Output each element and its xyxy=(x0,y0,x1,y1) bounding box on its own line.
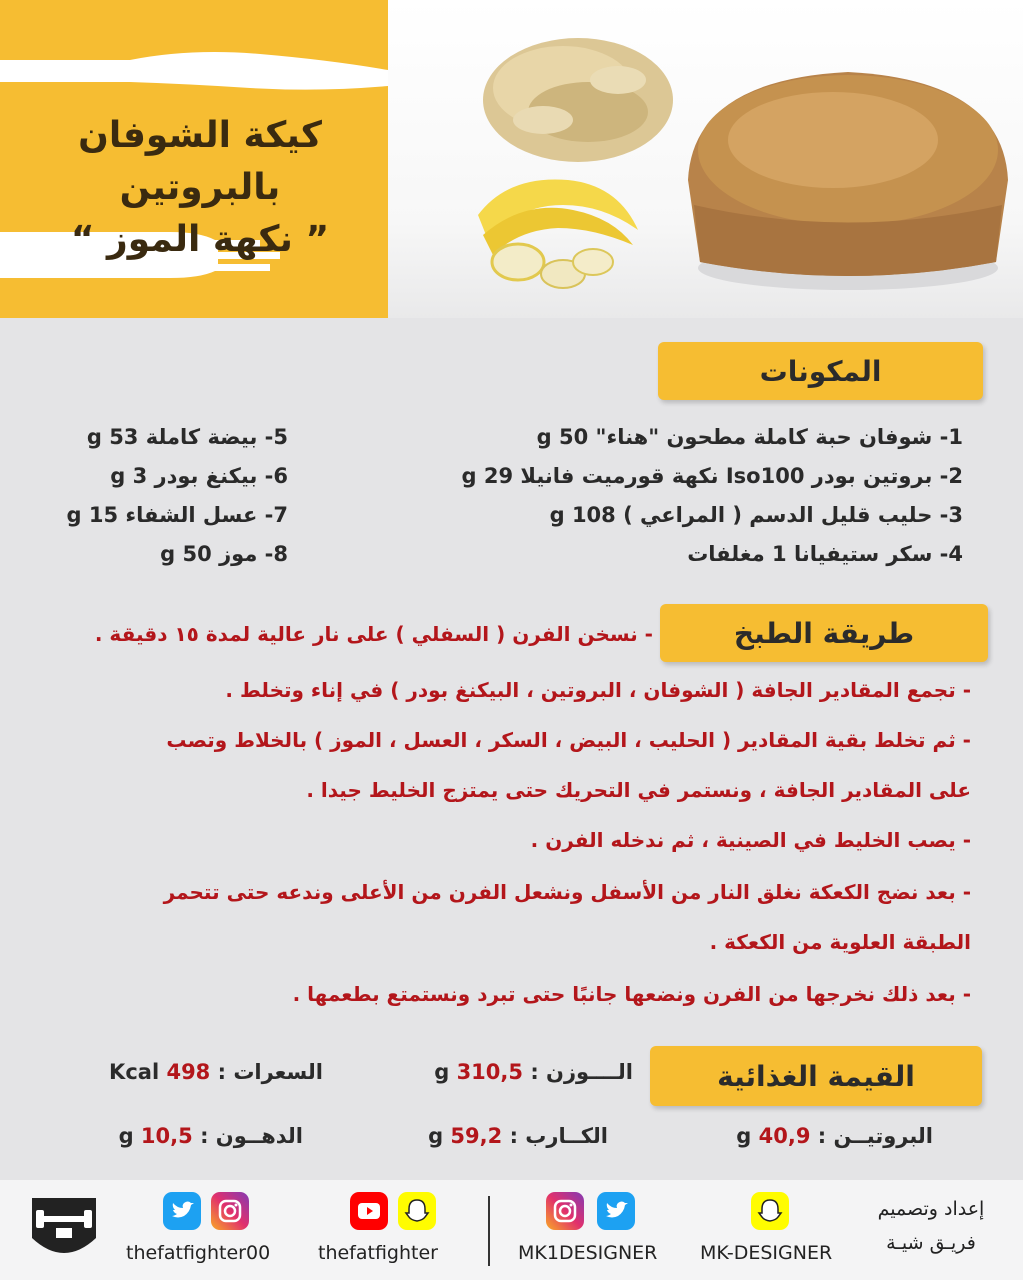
credits xyxy=(861,1192,1001,1260)
snapchat-icon[interactable] xyxy=(751,1192,789,1230)
ingredient-item: 4- سكر ستيفيانا 1 مغلفات xyxy=(687,542,963,566)
nutrition-calories: السعرات : 498 Kcal xyxy=(109,1060,323,1084)
instagram-icon[interactable] xyxy=(546,1192,584,1230)
fatfighter-logo xyxy=(26,1194,102,1266)
ingredient-item: 1- شوفان حبة كاملة مطحون "هناء" 50 g xyxy=(536,425,963,449)
instagram-icon[interactable] xyxy=(211,1192,249,1230)
title-line-1: كيكة الشوفان بالبروتين xyxy=(78,115,322,208)
youtube-icon[interactable] xyxy=(350,1192,388,1230)
method-line: - بعد ذلك نخرجها من الفرن ونضعها جانبًا حتى تبرد ونستمتع بطعمها . xyxy=(292,982,971,1006)
nutrition-weight: الــــوزن : 310,5 g xyxy=(434,1060,633,1084)
title-line-2: ” نكهة الموز “ xyxy=(70,219,330,260)
footer-divider xyxy=(488,1196,490,1266)
method-line: - نسخن الفرن ( السفلي ) على نار عالية لمدة ١٥ دقيقة . xyxy=(94,622,653,646)
credit-line-1: إعداد وتصميم xyxy=(877,1198,985,1220)
ingredient-item: 8- موز 50 g xyxy=(160,542,288,566)
method-line: على المقادير الجافة ، ونستمر في التحريك حتى يمتزج الخليط جيدا . xyxy=(306,778,971,802)
method-heading-text: طريقة الطبخ xyxy=(733,616,915,650)
nutrition-fat: الدهــون : 10,5 g xyxy=(118,1124,303,1148)
snapchat-icon[interactable] xyxy=(398,1192,436,1230)
method-line: - ثم تخلط بقية المقادير ( الحليب ، البيض ، السكر ، العسل ، الموز ) بالخلاط وتصب xyxy=(166,728,971,752)
twitter-icon[interactable] xyxy=(163,1192,201,1230)
method-line: - تجمع المقادير الجافة ( الشوفان ، البروتين ، البيكنغ بودر ) في إناء وتخلط . xyxy=(225,678,971,702)
handle-mk1designer[interactable]: MK1DESIGNER xyxy=(518,1242,658,1264)
footer xyxy=(0,1180,1023,1280)
ingredient-item: 3- حليب قليل الدسم ( المراعي ) 108 g xyxy=(549,503,963,527)
credit-line-2: فريـق شيـة xyxy=(886,1232,976,1254)
twitter-icon[interactable] xyxy=(597,1192,635,1230)
handle-thefatfighter[interactable]: thefatfighter xyxy=(318,1242,438,1264)
nutrition-heading-text: القيمة الغذائية xyxy=(717,1059,915,1093)
method-line: الطبقة العلوية من الكعكة . xyxy=(709,930,971,954)
handle-mk-designer[interactable]: MK-DESIGNER xyxy=(700,1242,833,1264)
nutrition-carbs: الكــارب : 59,2 g xyxy=(428,1124,608,1148)
nutrition-protein: البروتيــن : 40,9 g xyxy=(736,1124,933,1148)
ingredient-item: 6- بيكنغ بودر 3 g xyxy=(110,464,288,488)
method-line: - يصب الخليط في الصينية ، ثم ندخله الفرن . xyxy=(530,828,971,852)
handle-thefatfighter00[interactable]: thefatfighter00 xyxy=(126,1242,271,1264)
nutrition-heading xyxy=(650,1046,982,1106)
method-line: - بعد نضج الكعكة نغلق النار من الأسفل ونشعل الفرن من الأعلى وندعه حتى تتحمر xyxy=(163,880,971,904)
ingredient-item: 5- بيضة كاملة 53 g xyxy=(86,425,288,449)
ingredients-heading-text: المكونات xyxy=(759,354,882,388)
ingredient-item: 7- عسل الشفاء 15 g xyxy=(66,503,288,527)
ingredient-item: 2- بروتين بودر Iso100 نكهة قورميت فانيلا 29 g xyxy=(461,464,963,488)
